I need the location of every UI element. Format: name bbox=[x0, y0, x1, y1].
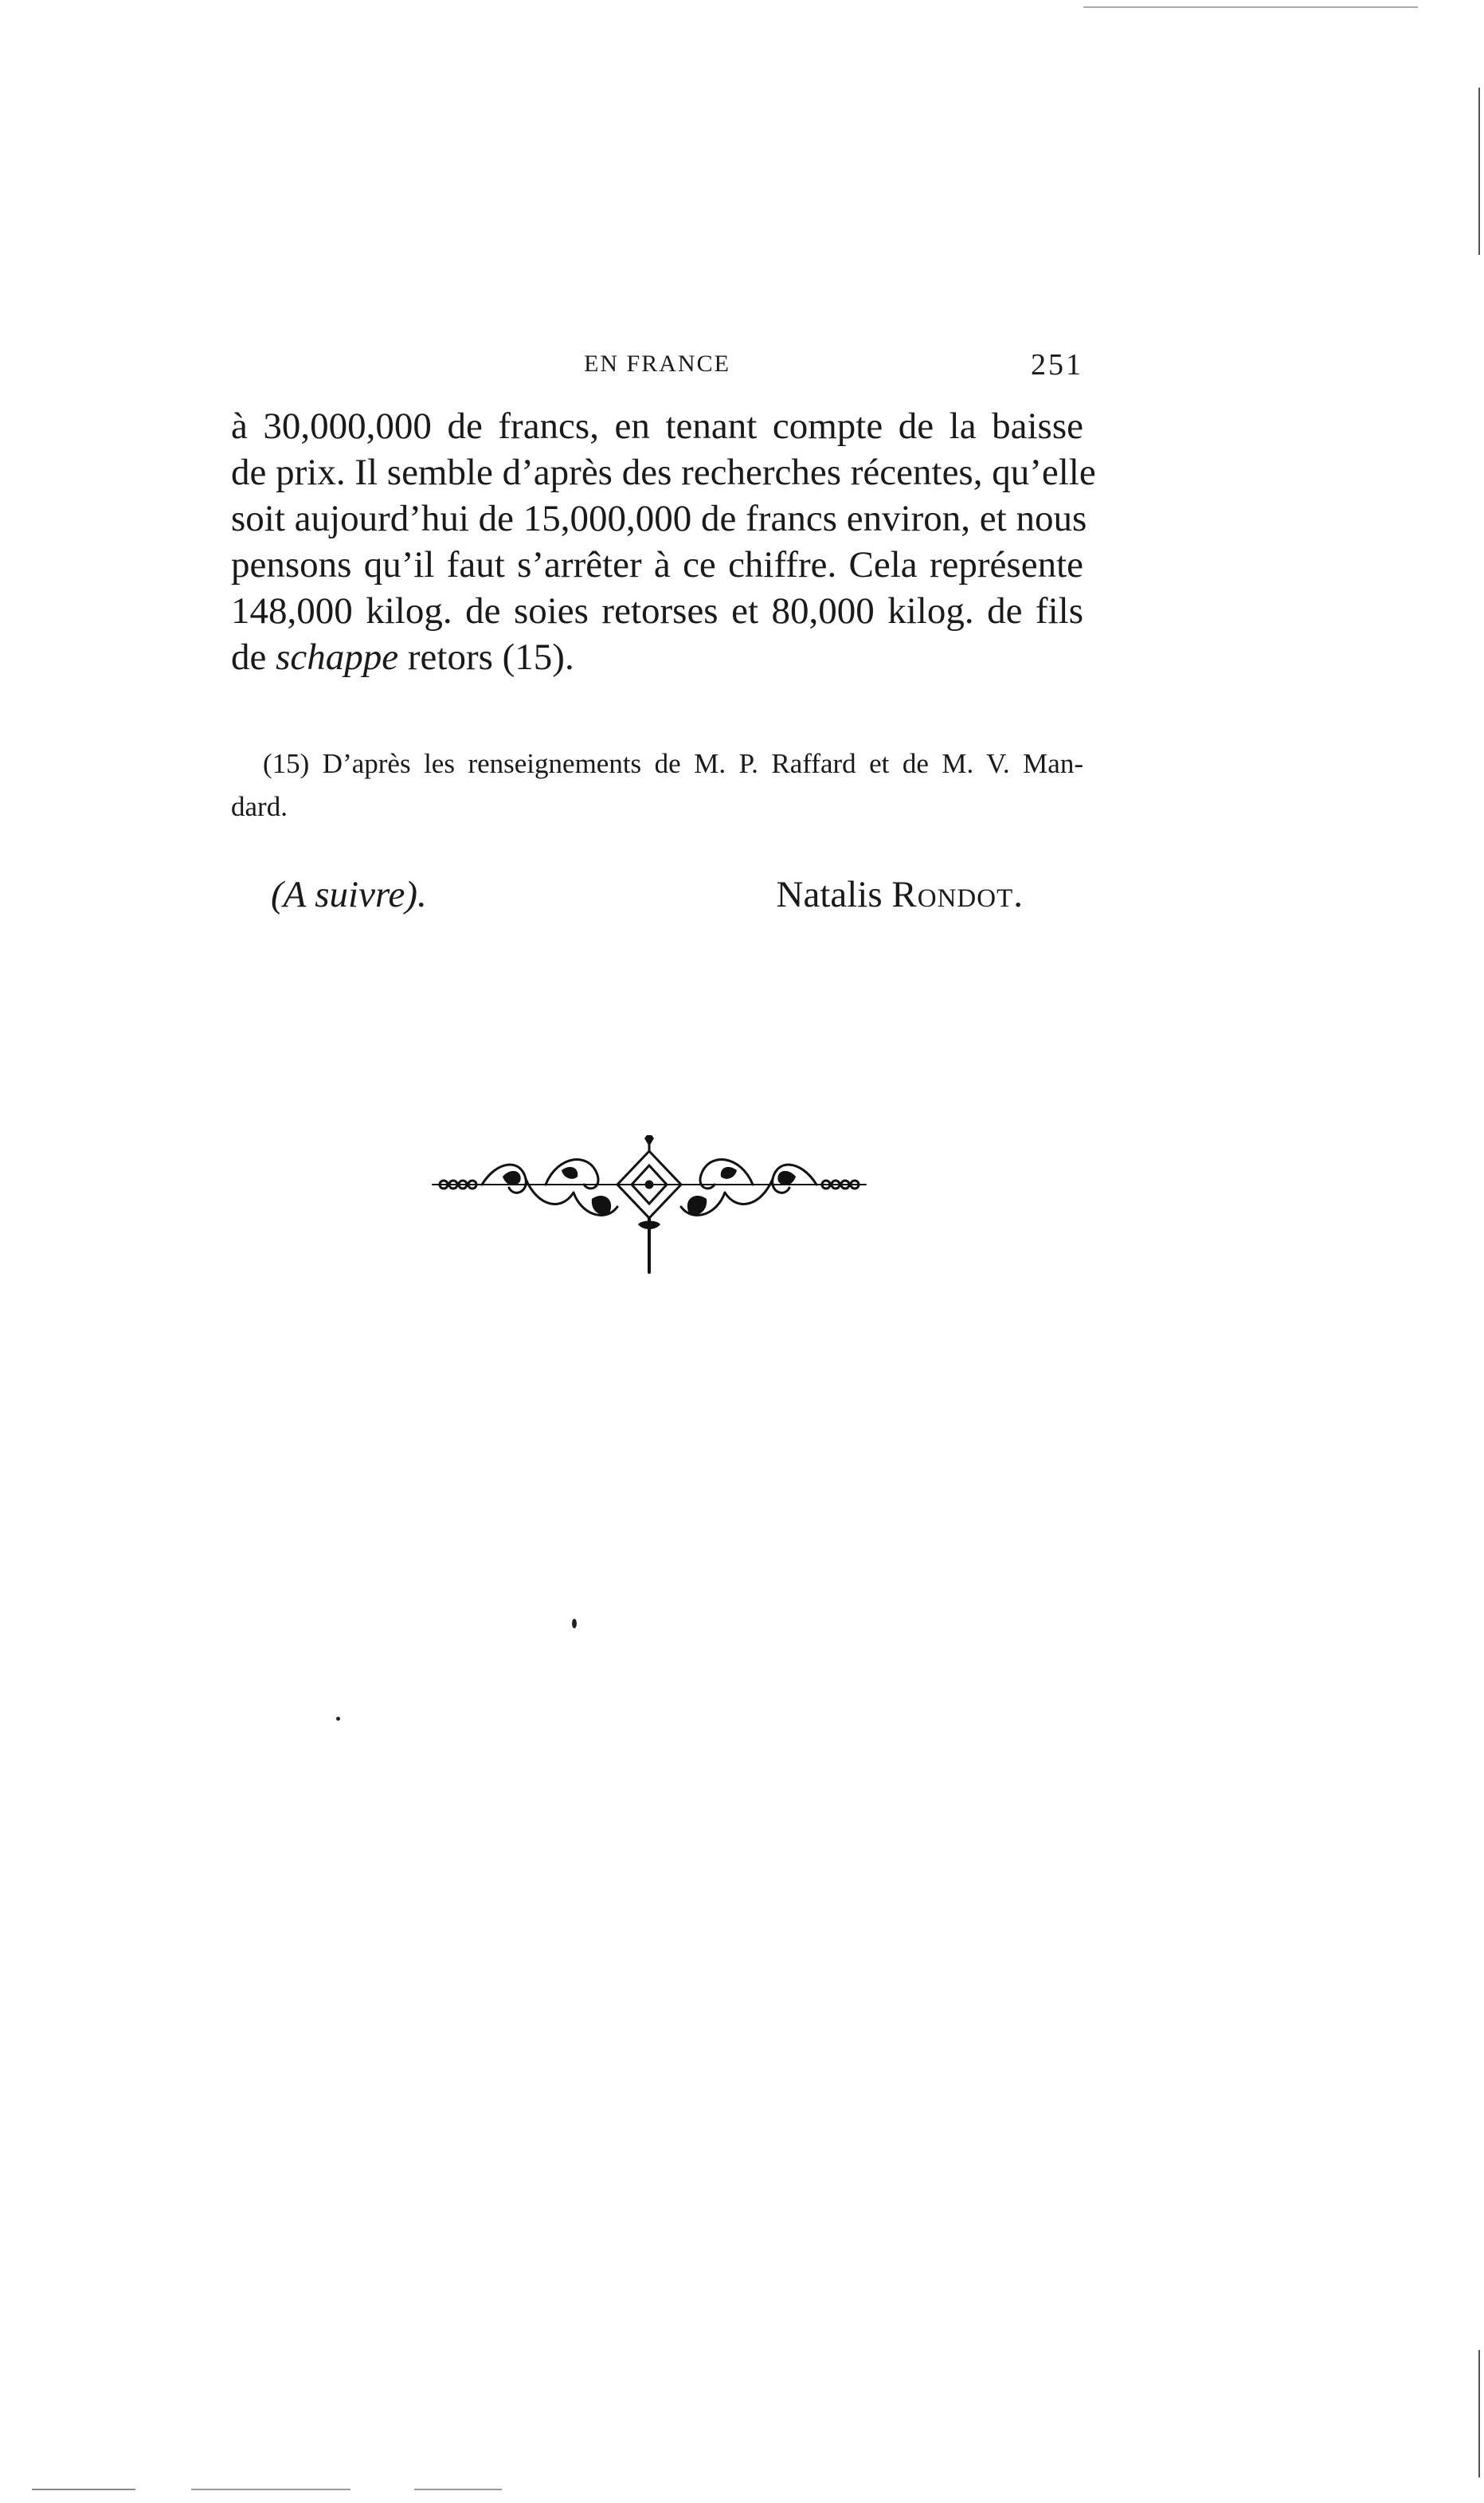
footnote bbox=[231, 742, 1083, 828]
scan-edge-mark bbox=[1478, 2350, 1480, 2478]
page-number: 251 bbox=[1031, 348, 1083, 382]
scan-edge-mark bbox=[191, 2489, 350, 2490]
to-be-continued: (A suivre). bbox=[271, 874, 427, 915]
body-line: pensons qu’il faut s’arrêter à ce chiffre. Cela représente bbox=[231, 544, 1083, 586]
body-text-run: retors (15). bbox=[398, 637, 574, 678]
body-text-run: de bbox=[231, 637, 276, 678]
running-head bbox=[231, 347, 1083, 387]
body-paragraph bbox=[231, 403, 1096, 680]
fleuron-ornament bbox=[426, 1135, 872, 1279]
footnote-line: dard. bbox=[231, 791, 288, 822]
author-signature bbox=[777, 873, 1024, 916]
body-line-last bbox=[231, 634, 1083, 680]
scan-speck bbox=[336, 1717, 340, 1721]
body-line: de prix. Il semble d’après des recherches récentes, qu’elle bbox=[231, 452, 1096, 493]
italic-term: schappe bbox=[276, 637, 399, 678]
scan-edge-mark bbox=[1478, 88, 1480, 255]
scan-edge-mark bbox=[1083, 6, 1418, 8]
body-line: soit aujourd’hui de 15,000,000 de francs environ, et nous bbox=[231, 498, 1087, 539]
scan-edge-mark bbox=[414, 2489, 502, 2490]
running-title: EN FRANCE bbox=[584, 351, 730, 377]
body-line: 148,000 kilog. de soies retorses et 80,000 kilog. de fils bbox=[231, 590, 1083, 632]
closing-line bbox=[231, 873, 1083, 921]
author-first-name: Natalis bbox=[776, 874, 892, 915]
scan-speck bbox=[572, 1619, 577, 1628]
footnote-line: (15) D’après les renseignements de M. P. Raffard et de M. V. Man- bbox=[263, 748, 1083, 779]
scan-edge-mark bbox=[32, 2489, 135, 2490]
body-line: à 30,000,000 de francs, en tenant compte de la baisse bbox=[231, 405, 1083, 447]
author-last-name: Rondot. bbox=[891, 874, 1024, 915]
